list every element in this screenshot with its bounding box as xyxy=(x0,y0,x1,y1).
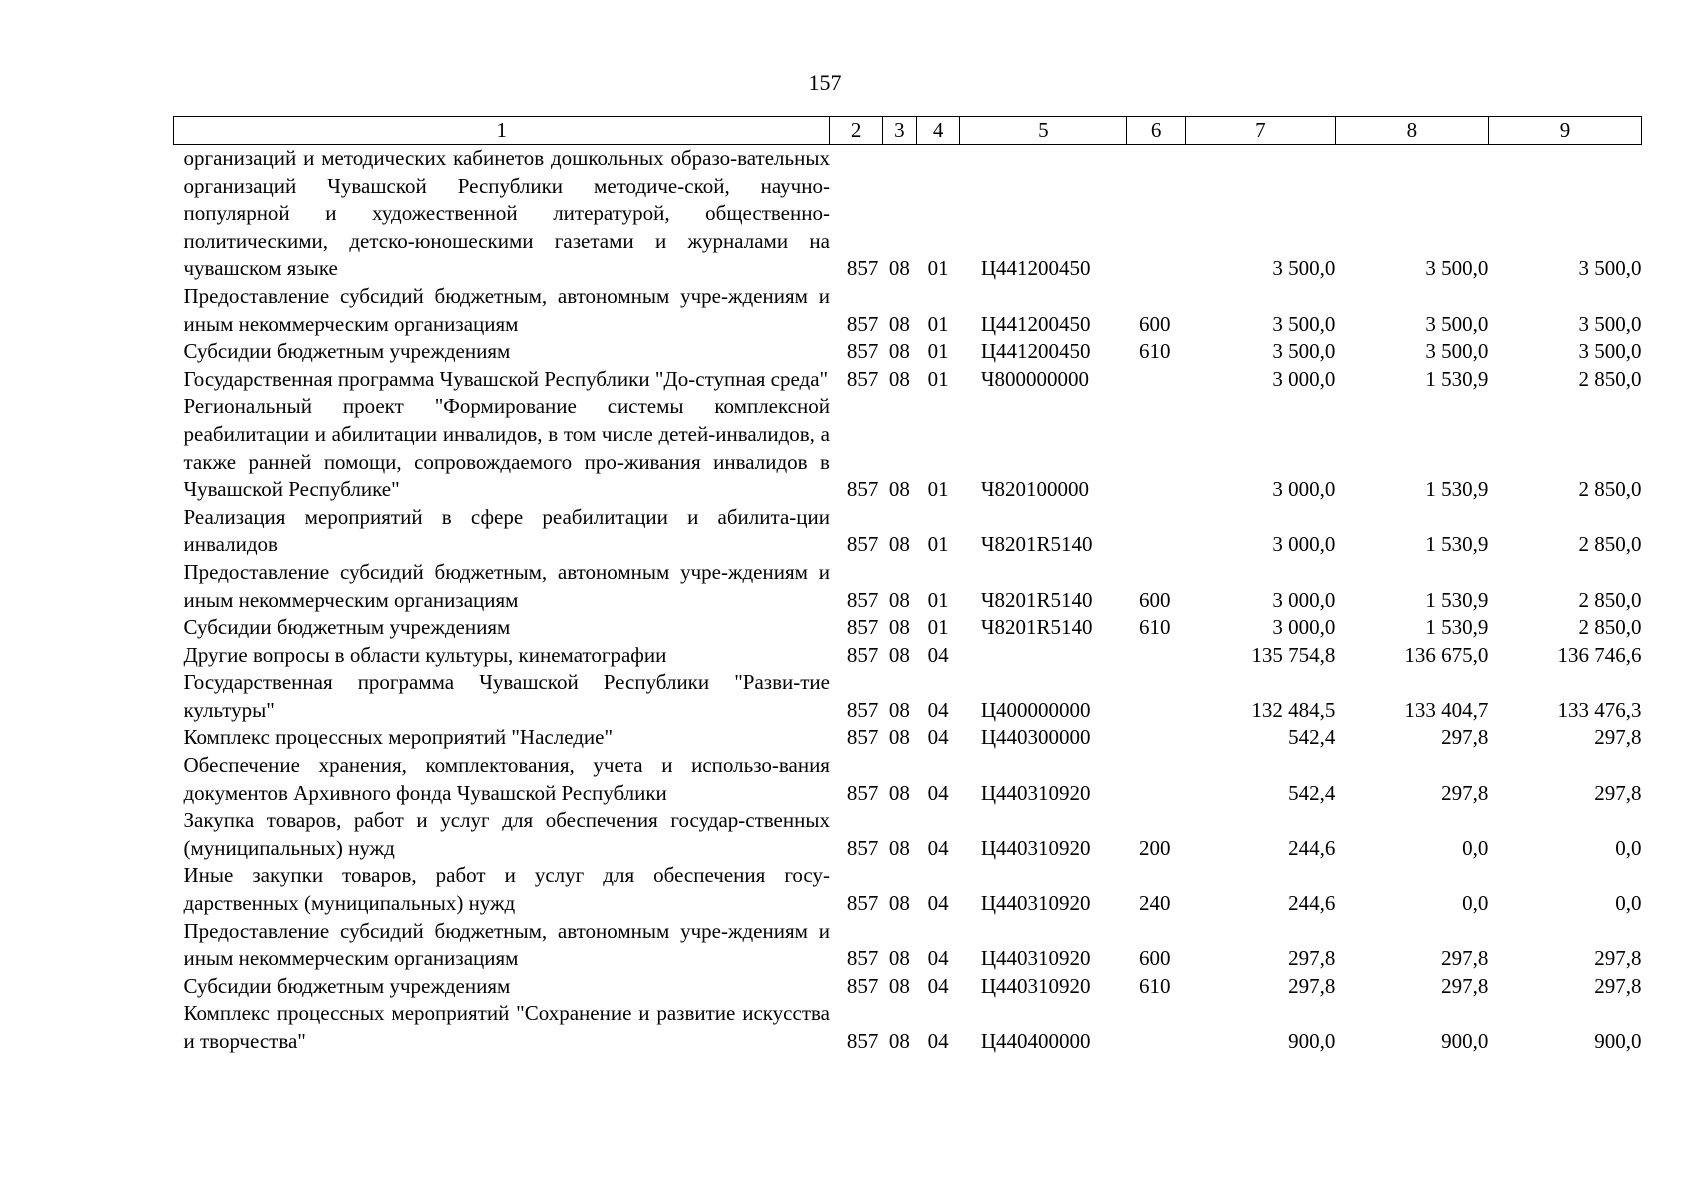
row-expense-type xyxy=(1127,724,1185,752)
row-amount-col-8: 1 530,9 xyxy=(1425,615,1489,640)
row-amount-col-9: 297,8 xyxy=(1594,725,1642,750)
row-name-cell: Иные закупки товаров, работ и услуг для обеспечения госу-дарственных (муниципальных) нужд xyxy=(183,863,830,916)
row-section-code: 08 xyxy=(888,835,910,860)
row-subsection-code: 01 xyxy=(927,615,949,640)
row-amount-col-7: 244,6 xyxy=(1288,835,1336,860)
row-subsection-code: 01 xyxy=(927,477,949,502)
row-target-article: Ц400000000 xyxy=(980,697,1091,722)
row-amount-col-7: 3 000,0 xyxy=(1272,366,1336,391)
row-amount-col-9: 133 476,3 xyxy=(1557,697,1642,722)
row-ministry-code: 857 xyxy=(846,477,879,502)
row-section-code: 08 xyxy=(888,1029,910,1053)
row-name-cell: Региональный проект "Формирование системы комплексной реабилитации и абилитации инвалидов, в том числе детей-инвалидов, а также ранней помощи, сопровождаемого про-живания инвалидов в Чувашской Республике" xyxy=(183,394,830,502)
row-ministry-code: 857 xyxy=(846,891,879,916)
row-target-article: Ц440300000 xyxy=(980,725,1091,750)
row-target-article: Ц440310920 xyxy=(980,835,1091,860)
row-amount-col-8: 297,8 xyxy=(1441,725,1489,750)
row-expense-type: 200 xyxy=(1138,835,1171,860)
row-target-article: Ц441200450 xyxy=(980,339,1091,364)
row-ministry-code: 857 xyxy=(846,835,879,860)
row-section-code: 08 xyxy=(888,477,910,502)
row-amount-col-8: 297,8 xyxy=(1441,780,1489,805)
row-name-cell: Обеспечение хранения, комплектования, учета и использо-вания документов Архивного фонда Чувашской Республики xyxy=(183,753,830,805)
row-amount-col-9: 2 850,0 xyxy=(1578,532,1642,557)
row-subsection-code: 01 xyxy=(927,587,949,612)
row-name-cell: Государственная программа Чувашской Республики "До-ступная среда" xyxy=(183,366,829,391)
row-amount-col-7: 3 500,0 xyxy=(1272,256,1336,281)
row-subsection-code: 04 xyxy=(927,973,949,998)
row-ministry-code: 857 xyxy=(846,587,879,612)
row-amount-col-7: 297,8 xyxy=(1288,973,1336,998)
row-amount-col-8: 0,0 xyxy=(1462,891,1489,916)
row-name-cell: Субсидии бюджетным учреждениям xyxy=(183,973,511,998)
row-amount-col-9: 0,0 xyxy=(1615,835,1642,860)
header-col-7: 7 xyxy=(1185,117,1335,145)
row-section-code: 08 xyxy=(888,697,910,722)
table-row xyxy=(174,145,1642,283)
row-expense-type xyxy=(1127,1000,1185,1055)
row-amount-col-7: 297,8 xyxy=(1288,946,1336,971)
row-target-article: Ч8201R5140 xyxy=(980,532,1093,557)
row-ministry-code: 857 xyxy=(846,973,879,998)
row-target-article xyxy=(960,642,1127,670)
row-expense-type xyxy=(1127,504,1185,559)
row-amount-col-7: 542,4 xyxy=(1288,725,1336,750)
row-section-code: 08 xyxy=(888,615,910,640)
header-col-4: 4 xyxy=(917,117,960,145)
row-subsection-code: 04 xyxy=(927,835,949,860)
row-target-article: Ц440310920 xyxy=(980,946,1091,971)
row-expense-type: 600 xyxy=(1138,946,1171,971)
row-section-code: 08 xyxy=(888,891,910,916)
row-subsection-code: 04 xyxy=(927,780,949,805)
row-subsection-code: 04 xyxy=(927,725,949,750)
row-section-code: 08 xyxy=(888,642,910,667)
row-subsection-code: 04 xyxy=(927,946,949,971)
row-ministry-code: 857 xyxy=(846,311,879,336)
row-name-cell: Комплекс процессных мероприятий "Сохранение и развитие искусства и творчества" xyxy=(183,1001,830,1053)
row-amount-col-7: 3 500,0 xyxy=(1272,339,1336,364)
row-amount-col-7: 135 754,8 xyxy=(1251,642,1336,667)
row-name-cell: Закупка товаров, работ и услуг для обеспечения государ-ственных (муниципальных) нужд xyxy=(183,808,830,860)
row-amount-col-9: 297,8 xyxy=(1594,780,1642,805)
row-amount-col-8: 1 530,9 xyxy=(1425,587,1489,612)
row-amount-col-7: 3 500,0 xyxy=(1272,311,1336,336)
row-amount-col-7: 3 000,0 xyxy=(1272,615,1336,640)
row-amount-col-8: 900,0 xyxy=(1441,1029,1489,1053)
row-ministry-code: 857 xyxy=(846,532,879,557)
row-expense-type xyxy=(1127,669,1185,724)
row-amount-col-7: 900,0 xyxy=(1288,1029,1336,1053)
row-section-code: 08 xyxy=(888,366,910,391)
row-amount-col-9: 2 850,0 xyxy=(1578,587,1642,612)
row-target-article: Ч800000000 xyxy=(980,366,1089,391)
row-expense-type xyxy=(1127,145,1185,283)
row-subsection-code: 04 xyxy=(927,697,949,722)
row-amount-col-9: 2 850,0 xyxy=(1578,477,1642,502)
row-name-cell: Комплекс процессных мероприятий "Наследие" xyxy=(183,725,614,750)
row-name-cell: Реализация мероприятий в сфере реабилитации и абилита-ции инвалидов xyxy=(183,504,830,557)
row-section-code: 08 xyxy=(888,946,910,971)
row-section-code: 08 xyxy=(888,973,910,998)
table-row xyxy=(174,752,1642,807)
row-section-code: 08 xyxy=(888,532,910,557)
row-target-article: Ц440400000 xyxy=(980,1029,1091,1053)
row-expense-type: 600 xyxy=(1138,587,1171,612)
table-row xyxy=(174,504,1642,559)
budget-table xyxy=(173,116,1642,1056)
row-target-article: Ч8201R5140 xyxy=(980,615,1093,640)
row-subsection-code: 01 xyxy=(927,532,949,557)
row-amount-col-8: 297,8 xyxy=(1441,973,1489,998)
row-amount-col-8: 3 500,0 xyxy=(1425,256,1489,281)
row-expense-type xyxy=(1127,366,1185,394)
row-subsection-code: 04 xyxy=(927,891,949,916)
row-ministry-code: 857 xyxy=(846,1029,879,1053)
row-name-cell: Предоставление субсидий бюджетным, автономным учре-ждениям и иным некоммерческим организациям xyxy=(183,283,830,336)
row-amount-col-9: 3 500,0 xyxy=(1578,339,1642,364)
row-expense-type xyxy=(1127,393,1185,503)
row-ministry-code: 857 xyxy=(846,642,879,667)
row-expense-type: 610 xyxy=(1138,615,1171,640)
row-amount-col-8: 3 500,0 xyxy=(1425,339,1489,364)
row-ministry-code: 857 xyxy=(846,256,879,281)
row-amount-col-8: 1 530,9 xyxy=(1425,366,1489,391)
row-name-cell: Государственная программа Чувашской Республики "Разви-тие культуры" xyxy=(183,670,830,722)
table-row xyxy=(174,918,1642,973)
row-ministry-code: 857 xyxy=(846,946,879,971)
row-amount-col-9: 3 500,0 xyxy=(1578,311,1642,336)
row-name-cell: организаций и методических кабинетов дошкольных образо-вательных организаций Чувашской Республики методиче-ской, научно-популярной и художественной литературой, общественно-политическими, детско-юношескими газетами и журналами на чувашском языке xyxy=(183,146,830,281)
row-section-code: 08 xyxy=(888,725,910,750)
row-name-cell: Субсидии бюджетным учреждениям xyxy=(183,615,511,640)
header-col-1: 1 xyxy=(174,117,830,145)
row-amount-col-7: 3 000,0 xyxy=(1272,587,1336,612)
row-target-article: Ц441200450 xyxy=(980,311,1091,336)
table-header xyxy=(174,117,1642,145)
table-row xyxy=(174,559,1642,614)
row-expense-type: 610 xyxy=(1138,339,1171,364)
row-target-article: Ц440310920 xyxy=(980,891,1091,916)
table-row xyxy=(174,642,1642,670)
header-col-6: 6 xyxy=(1127,117,1185,145)
row-amount-col-8: 133 404,7 xyxy=(1404,697,1489,722)
table-row xyxy=(174,669,1642,724)
row-ministry-code: 857 xyxy=(846,697,879,722)
table-row xyxy=(174,614,1642,642)
page-number: 157 xyxy=(808,70,842,95)
header-row xyxy=(174,117,1642,145)
table-body xyxy=(174,145,1642,1056)
row-ministry-code: 857 xyxy=(846,615,879,640)
row-amount-col-7: 132 484,5 xyxy=(1251,697,1336,722)
row-amount-col-7: 3 000,0 xyxy=(1272,532,1336,557)
row-amount-col-8: 0,0 xyxy=(1462,835,1489,860)
row-subsection-code: 01 xyxy=(927,256,949,281)
row-subsection-code: 01 xyxy=(927,366,949,391)
row-amount-col-7: 3 000,0 xyxy=(1272,477,1336,502)
row-name-cell: Другие вопросы в области культуры, кинематографии xyxy=(183,642,667,667)
row-amount-col-9: 2 850,0 xyxy=(1578,366,1642,391)
row-ministry-code: 857 xyxy=(846,780,879,805)
row-amount-col-8: 1 530,9 xyxy=(1425,477,1489,502)
row-name-cell: Предоставление субсидий бюджетным, автономным учре-ждениям и иным некоммерческим организациям xyxy=(183,918,830,971)
row-amount-col-9: 0,0 xyxy=(1615,891,1642,916)
row-expense-type xyxy=(1127,642,1185,670)
row-section-code: 08 xyxy=(888,311,910,336)
header-col-3: 3 xyxy=(882,117,916,145)
row-ministry-code: 857 xyxy=(846,725,879,750)
table-row xyxy=(174,1000,1642,1055)
table-row xyxy=(174,393,1642,503)
row-target-article: Ц440310920 xyxy=(980,973,1091,998)
header-col-2: 2 xyxy=(830,117,882,145)
row-subsection-code: 01 xyxy=(927,311,949,336)
row-subsection-code: 04 xyxy=(927,642,949,667)
row-target-article: Ч8201R5140 xyxy=(980,587,1093,612)
table-row xyxy=(174,807,1642,862)
row-expense-type: 600 xyxy=(1138,311,1171,336)
header-col-8: 8 xyxy=(1335,117,1488,145)
row-amount-col-9: 2 850,0 xyxy=(1578,615,1642,640)
row-amount-col-9: 900,0 xyxy=(1594,1029,1642,1053)
row-target-article: Ц440310920 xyxy=(980,780,1091,805)
table-row xyxy=(174,283,1642,338)
row-expense-type: 240 xyxy=(1138,891,1171,916)
row-amount-col-9: 297,8 xyxy=(1594,946,1642,971)
row-amount-col-8: 1 530,9 xyxy=(1425,532,1489,557)
row-amount-col-9: 297,8 xyxy=(1594,973,1642,998)
header-col-9: 9 xyxy=(1488,117,1641,145)
row-ministry-code: 857 xyxy=(846,339,879,364)
table-row xyxy=(174,366,1642,394)
row-target-article: Ц441200450 xyxy=(980,256,1091,281)
row-expense-type xyxy=(1127,752,1185,807)
row-target-article: Ч820100000 xyxy=(980,477,1089,502)
row-section-code: 08 xyxy=(888,256,910,281)
row-name-cell: Предоставление субсидий бюджетным, автономным учре-ждениям и иным некоммерческим организациям xyxy=(183,559,830,612)
row-section-code: 08 xyxy=(888,780,910,805)
row-amount-col-8: 3 500,0 xyxy=(1425,311,1489,336)
header-col-5: 5 xyxy=(960,117,1127,145)
row-subsection-code: 01 xyxy=(927,339,949,364)
row-amount-col-8: 297,8 xyxy=(1441,946,1489,971)
row-section-code: 08 xyxy=(888,339,910,364)
table-row xyxy=(174,724,1642,752)
row-amount-col-7: 542,4 xyxy=(1288,780,1336,805)
table-row xyxy=(174,862,1642,917)
row-amount-col-9: 3 500,0 xyxy=(1578,256,1642,281)
table-row xyxy=(174,338,1642,366)
row-amount-col-7: 244,6 xyxy=(1288,891,1336,916)
row-section-code: 08 xyxy=(888,587,910,612)
row-subsection-code: 04 xyxy=(927,1029,949,1053)
row-amount-col-9: 136 746,6 xyxy=(1557,642,1642,667)
row-expense-type: 610 xyxy=(1138,973,1171,998)
row-name-cell: Субсидии бюджетным учреждениям xyxy=(183,339,511,364)
row-ministry-code: 857 xyxy=(846,366,879,391)
table-row xyxy=(174,973,1642,1001)
row-amount-col-8: 136 675,0 xyxy=(1404,642,1489,667)
